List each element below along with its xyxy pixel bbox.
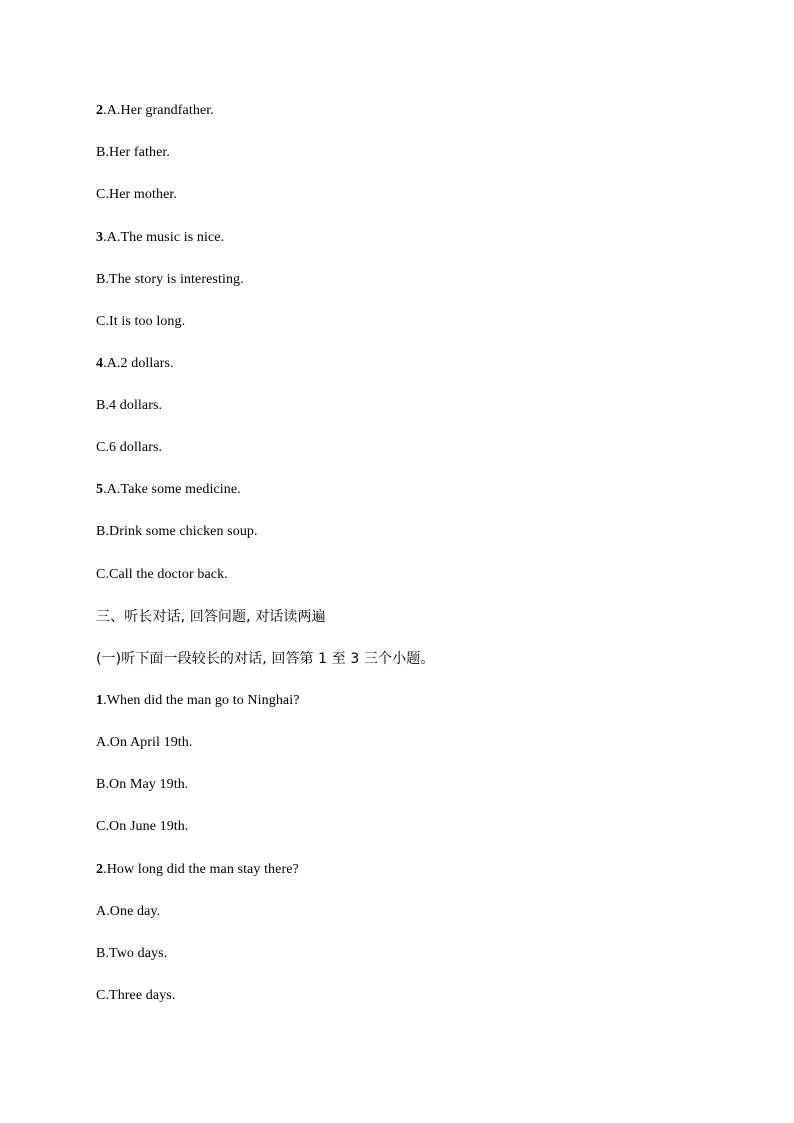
question-number: 4 [96,356,104,371]
s3-question-1 [96,692,300,710]
question-4-option-c: C.6 dollars. [96,440,163,455]
s3-question-2 [96,861,299,879]
question-2-option-b: B.Her father. [96,145,170,160]
section-heading: 三、听长对话, 回答问题, 对话读两遍 [96,609,326,625]
s3-question-2-option-c: C.Three days. [96,988,176,1003]
question-2-option-a [96,102,214,120]
s3-question-2-option-a: A.One day. [96,904,161,919]
section-subheading: (一)听下面一段较长的对话, 回答第 1 至 3 三个小题。 [96,651,435,667]
question-5-option-b: B.Drink some chicken soup. [96,524,258,539]
question-number: 2 [96,862,104,877]
s3-question-2-option-b: B.Two days. [96,946,168,961]
option-text: .A.The music is nice. [103,230,225,245]
s3-question-1-option-b: B.On May 19th. [96,777,189,792]
question-3-option-c: C.It is too long. [96,314,186,329]
question-4-option-a [96,355,174,373]
question-4-option-b: B.4 dollars. [96,398,163,413]
question-5-option-a [96,481,241,499]
question-number: 2 [96,103,104,118]
s3-question-1-option-a: A.On April 19th. [96,735,193,750]
question-number: 5 [96,482,104,497]
question-2-option-c: C.Her mother. [96,187,178,202]
option-text: .A.2 dollars. [103,356,174,371]
question-text: .How long did the man stay there? [103,862,299,877]
question-number: 1 [96,693,104,708]
question-3-option-a [96,229,224,247]
option-text: .A.Her grandfather. [103,103,214,118]
question-text: .When did the man go to Ninghai? [103,693,300,708]
question-5-option-c: C.Call the doctor back. [96,567,228,582]
question-3-option-b: B.The story is interesting. [96,272,244,287]
option-text: .A.Take some medicine. [103,482,241,497]
s3-question-1-option-c: C.On June 19th. [96,819,189,834]
question-number: 3 [96,230,104,245]
